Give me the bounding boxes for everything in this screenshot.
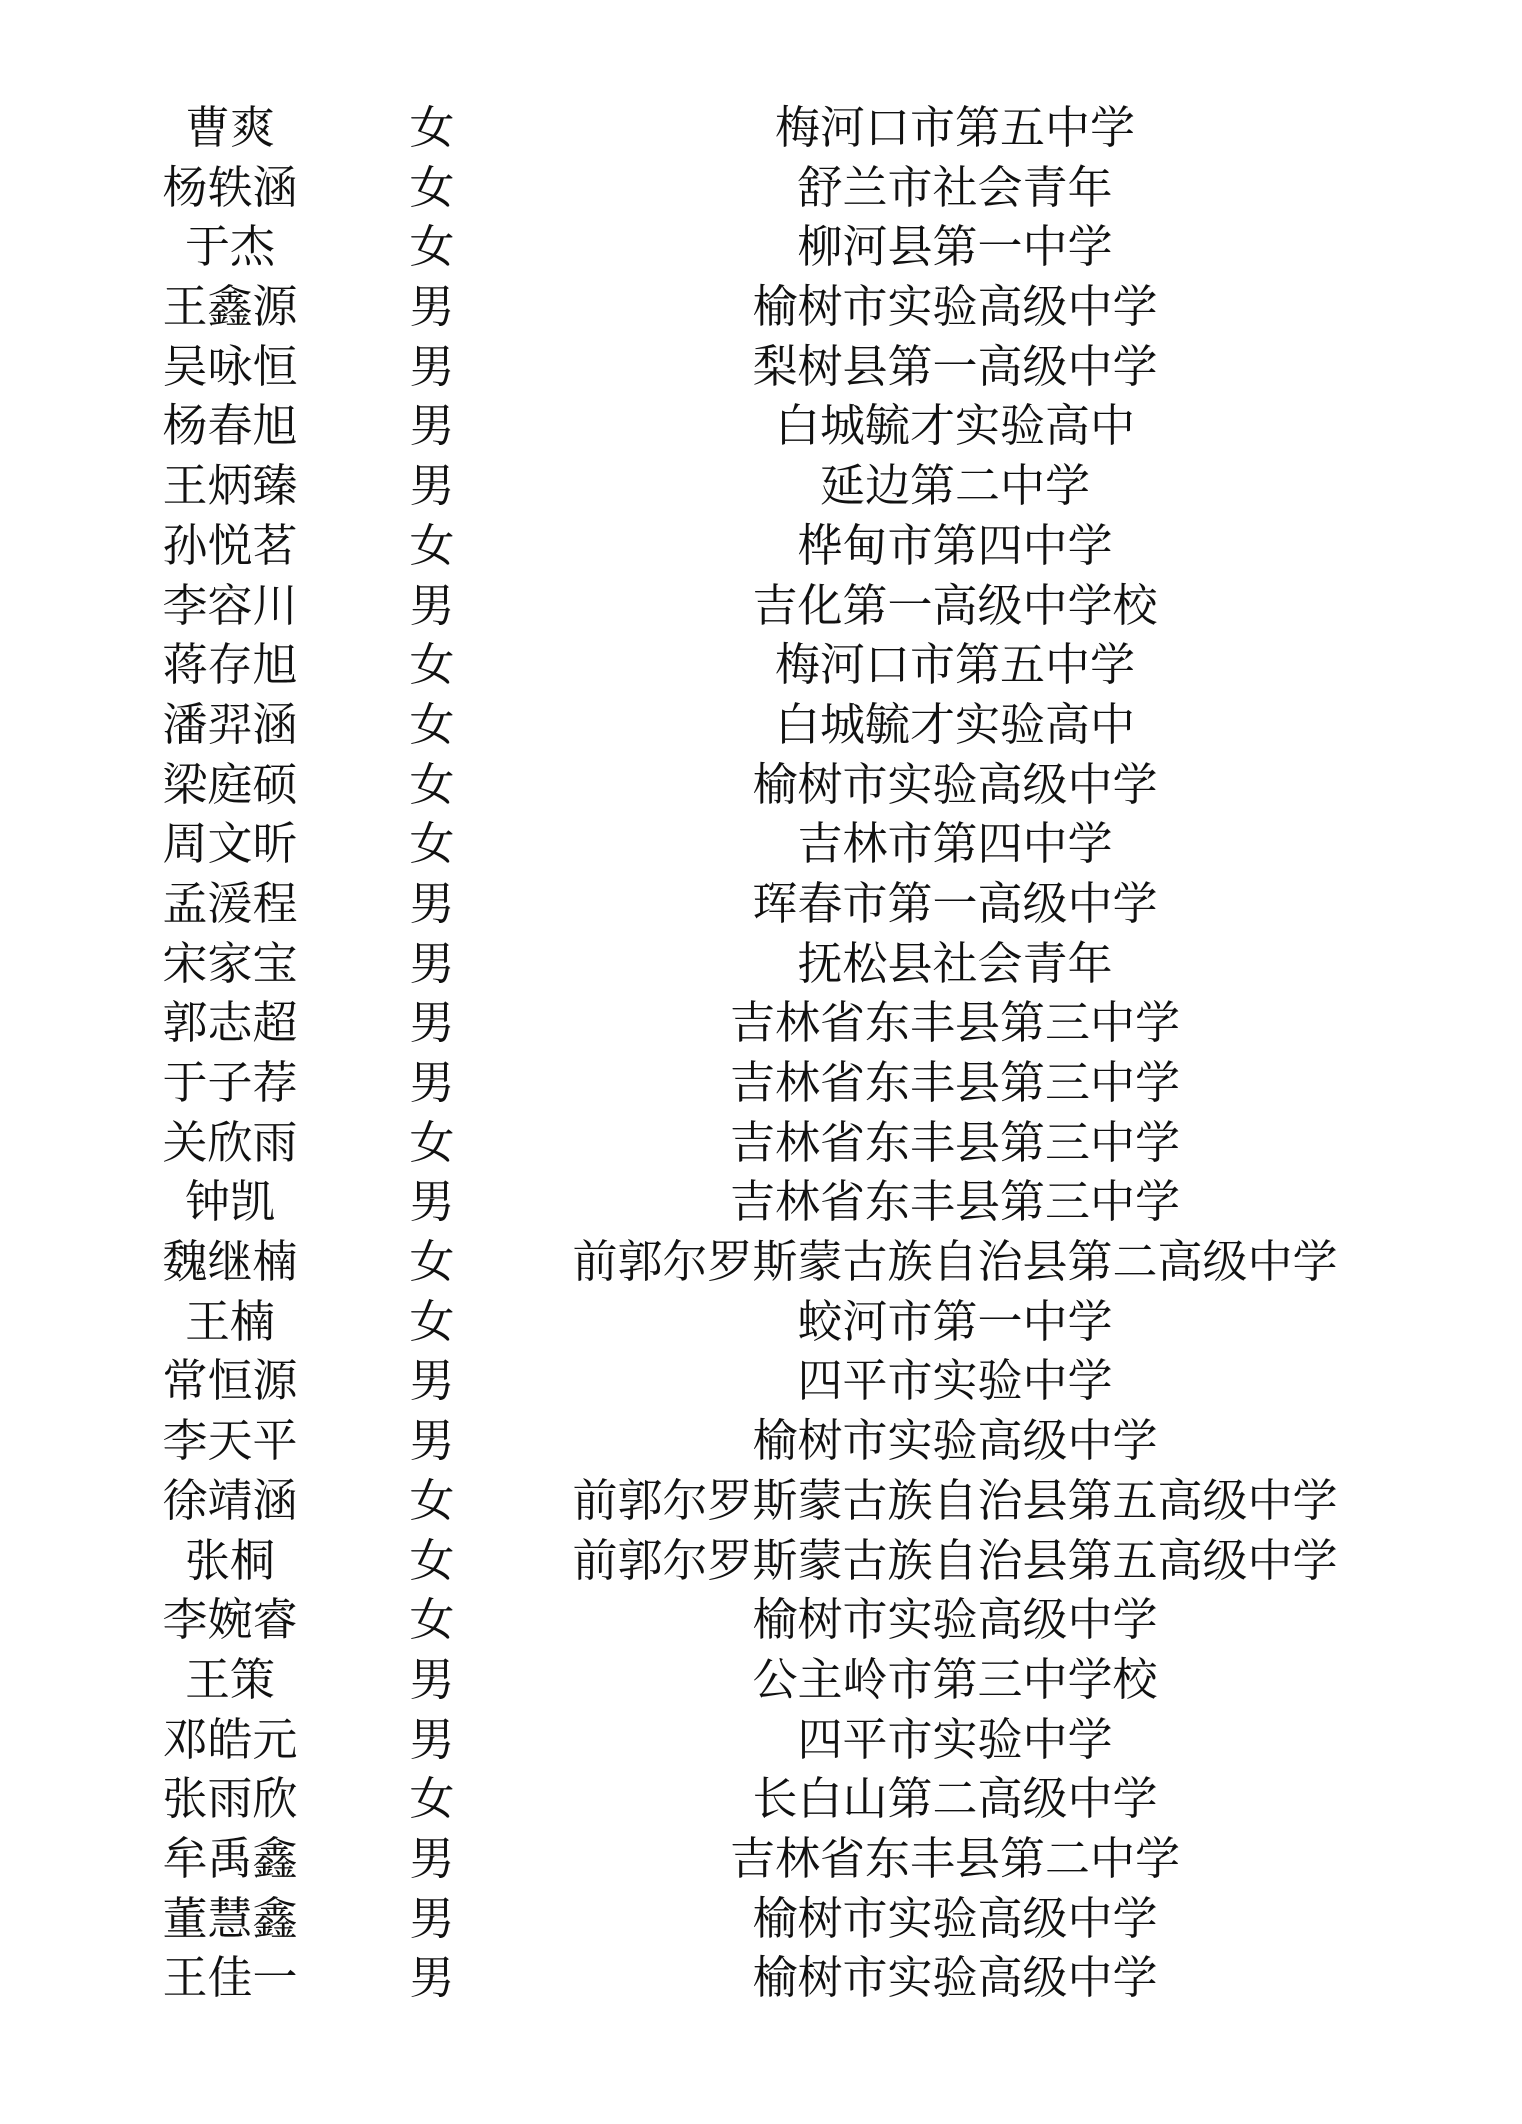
student-school: 吉林省东丰县第三中学 (729, 1175, 1180, 1229)
list-row (0, 1710, 1522, 1770)
student-name: 张雨欣 (162, 1772, 298, 1826)
student-gender: 男 (409, 459, 455, 513)
student-school: 桦甸市第四中学 (797, 518, 1113, 572)
list-row (0, 98, 1522, 158)
student-school: 梅河口市第五中学 (774, 101, 1135, 154)
student-gender: 男 (409, 1831, 455, 1885)
list-row (0, 516, 1522, 576)
list-row (0, 1590, 1522, 1650)
student-gender: 女 (409, 817, 455, 871)
student-gender: 女 (409, 220, 455, 274)
list-row (0, 874, 1522, 934)
student-name: 王炳臻 (162, 459, 298, 513)
list-row (0, 217, 1522, 277)
student-gender: 男 (409, 578, 455, 632)
student-school: 延边第二中学 (819, 459, 1090, 513)
student-school: 榆树市实验高级中学 (752, 280, 1158, 334)
student-name: 李容川 (162, 578, 298, 632)
list-row (0, 993, 1522, 1053)
student-name: 魏继楠 (162, 1235, 298, 1289)
student-school: 梨树县第一高级中学 (752, 339, 1158, 393)
student-gender: 男 (409, 339, 455, 393)
student-school: 吉林省东丰县第三中学 (729, 1115, 1180, 1169)
student-name: 李婉睿 (162, 1593, 298, 1647)
list-row (0, 814, 1522, 874)
student-gender: 女 (409, 160, 455, 214)
list-row (0, 337, 1522, 397)
student-gender: 男 (409, 399, 455, 453)
student-name: 张桐 (184, 1533, 275, 1587)
student-gender: 女 (409, 1294, 455, 1348)
list-row (0, 755, 1522, 815)
student-school: 公主岭市第三中学校 (752, 1652, 1158, 1706)
student-school: 前郭尔罗斯蒙古族自治县第五高级中学 (572, 1473, 1338, 1527)
student-gender: 男 (409, 1652, 455, 1706)
student-name: 梁庭硕 (162, 757, 298, 811)
student-gender: 女 (409, 697, 455, 751)
student-gender: 男 (409, 1951, 455, 2005)
student-school: 榆树市实验高级中学 (752, 1891, 1158, 1945)
student-school: 前郭尔罗斯蒙古族自治县第二高级中学 (572, 1235, 1338, 1289)
list-row (0, 934, 1522, 994)
student-gender: 女 (409, 101, 455, 154)
student-name: 孟湲程 (162, 876, 298, 930)
student-name: 于杰 (184, 220, 275, 274)
student-gender: 男 (409, 1056, 455, 1109)
student-school: 梅河口市第五中学 (774, 638, 1135, 692)
list-row (0, 1351, 1522, 1411)
student-school: 白城毓才实验高中 (774, 399, 1135, 453)
student-school: 四平市实验中学 (797, 1712, 1113, 1766)
list-row (0, 1650, 1522, 1710)
student-name: 王佳一 (162, 1951, 298, 2005)
list-row (0, 456, 1522, 516)
student-school: 四平市实验中学 (797, 1354, 1113, 1408)
student-gender: 男 (409, 1712, 455, 1766)
student-name: 关欣雨 (162, 1115, 298, 1169)
student-gender: 女 (409, 1593, 455, 1647)
student-school: 榆树市实验高级中学 (752, 1414, 1158, 1468)
student-gender: 男 (409, 996, 455, 1050)
student-school: 吉林市第四中学 (797, 817, 1113, 871)
student-school: 榆树市实验高级中学 (752, 1593, 1158, 1647)
list-row (0, 1292, 1522, 1352)
student-school: 白城毓才实验高中 (774, 697, 1135, 751)
list-row (0, 1411, 1522, 1471)
student-school: 吉林省东丰县第三中学 (729, 996, 1180, 1050)
student-name: 周文昕 (162, 817, 298, 871)
student-gender: 女 (409, 638, 455, 692)
student-name: 潘羿涵 (162, 697, 298, 751)
student-school: 蛟河市第一中学 (797, 1294, 1113, 1348)
student-name: 常恒源 (162, 1354, 298, 1408)
student-name: 郭志超 (162, 996, 298, 1050)
list-row (0, 1889, 1522, 1949)
student-gender: 男 (409, 936, 455, 990)
student-name: 于子荐 (162, 1056, 298, 1109)
student-gender: 女 (409, 757, 455, 811)
student-gender: 男 (409, 1891, 455, 1945)
student-name: 牟禹鑫 (162, 1831, 298, 1885)
student-name: 董慧鑫 (162, 1891, 298, 1945)
student-name: 王楠 (184, 1294, 275, 1348)
student-school: 抚松县社会青年 (797, 936, 1113, 990)
student-name: 王策 (184, 1652, 275, 1706)
student-gender: 女 (409, 1235, 455, 1289)
student-gender: 女 (409, 1772, 455, 1826)
list-row (0, 635, 1522, 695)
student-name: 杨轶涵 (162, 160, 298, 214)
student-name: 吴咏恒 (162, 339, 298, 393)
student-gender: 男 (409, 876, 455, 930)
list-row (0, 1053, 1522, 1113)
student-school: 吉化第一高级中学校 (752, 578, 1158, 632)
student-name: 孙悦茗 (162, 518, 298, 572)
student-school: 舒兰市社会青年 (797, 160, 1113, 214)
list-row (0, 1113, 1522, 1173)
list-row (0, 1531, 1522, 1591)
student-name: 蒋存旭 (162, 638, 298, 692)
list-row (0, 1948, 1522, 2008)
student-name: 杨春旭 (162, 399, 298, 453)
list-row (0, 1172, 1522, 1232)
student-school: 榆树市实验高级中学 (752, 1951, 1158, 2005)
list-row (0, 1769, 1522, 1829)
list-row (0, 158, 1522, 218)
student-name: 徐靖涵 (162, 1473, 298, 1527)
list-row (0, 695, 1522, 755)
student-gender: 男 (409, 1175, 455, 1229)
list-row (0, 1232, 1522, 1292)
student-gender: 男 (409, 1354, 455, 1408)
student-school: 柳河县第一中学 (797, 220, 1113, 274)
list-row (0, 1471, 1522, 1531)
list-row (0, 277, 1522, 337)
student-gender: 女 (409, 1533, 455, 1587)
participant-list (0, 98, 1522, 2008)
student-gender: 女 (409, 1115, 455, 1169)
student-school: 长白山第二高级中学 (752, 1772, 1158, 1826)
student-gender: 女 (409, 1473, 455, 1527)
student-name: 宋家宝 (162, 936, 298, 990)
student-name: 王鑫源 (162, 280, 298, 334)
student-school: 珲春市第一高级中学 (752, 876, 1158, 930)
student-school: 前郭尔罗斯蒙古族自治县第五高级中学 (572, 1533, 1338, 1587)
student-gender: 男 (409, 280, 455, 334)
student-school: 榆树市实验高级中学 (752, 757, 1158, 811)
list-row (0, 576, 1522, 636)
student-school: 吉林省东丰县第三中学 (729, 1056, 1180, 1109)
student-school: 吉林省东丰县第二中学 (729, 1831, 1180, 1885)
student-name: 李天平 (162, 1414, 298, 1468)
student-name: 邓皓元 (162, 1712, 298, 1766)
student-name: 钟凯 (184, 1175, 275, 1229)
list-row (0, 1829, 1522, 1889)
list-row (0, 396, 1522, 456)
student-name: 曹爽 (184, 101, 275, 154)
student-gender: 男 (409, 1414, 455, 1468)
student-gender: 女 (409, 518, 455, 572)
